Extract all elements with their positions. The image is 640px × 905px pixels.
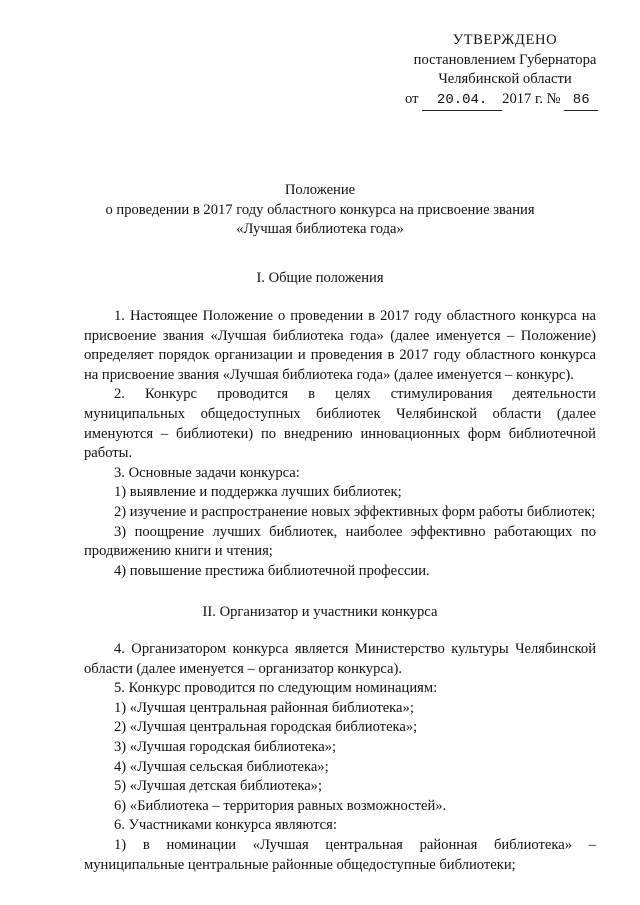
paragraph-1: 1. Настоящее Положение о проведении в 2017 году областного конкурса на присвоение звания «Лучшая библиотека года» (далее именуется – Положение) определяет порядок организации и проведения в 2017 году областного конкурса на присвоение звания «Лучшая библиотека года» (далее именуется – конкурс). xyxy=(84,308,596,383)
section-1-heading: I. Общие положения xyxy=(256,270,384,286)
paragraph-3: 3. Основные задачи конкурса: xyxy=(114,464,300,481)
paragraph-4: 4. Организатором конкурса является Министерство культуры Челябинской области (далее именуется – организатор конкурса). xyxy=(84,641,596,677)
title-line-1: Положение xyxy=(284,182,356,198)
approval-order-line xyxy=(390,90,620,112)
approval-prefix: от xyxy=(405,90,419,107)
paragraph-3-item-2: 2) изучение и распространение новых эффективных форм работы библиотек; xyxy=(114,503,596,520)
approval-title: УТВЕРЖДЕНО xyxy=(452,32,558,48)
nomination-1: 1) «Лучшая центральная районная библиотека»; xyxy=(114,699,414,716)
paragraph-3-item-1: 1) выявление и поддержка лучших библиотек; xyxy=(114,484,402,501)
title-line-3: «Лучшая библиотека года» xyxy=(236,221,404,238)
approval-line-2: Челябинской области xyxy=(438,71,572,88)
approval-block xyxy=(390,31,620,111)
title-line-2: о проведении в 2017 году областного конкурса на присвоение звания xyxy=(105,201,535,218)
paragraph-3-item-3: 3) поощрение лучших библиотек, наиболее эффективно работающих по продвижению книги и чтения; xyxy=(84,523,596,560)
nomination-3: 3) «Лучшая городская библиотека»; xyxy=(114,738,337,755)
section-1-body xyxy=(84,307,596,581)
approval-line-1: постановлением Губернатора xyxy=(413,51,597,68)
nomination-6: 6) «Библиотека – территория равных возможностей». xyxy=(114,797,447,814)
approval-number: 86 xyxy=(564,91,598,112)
paragraph-2: 2. Конкурс проводится в целях стимулирования деятельности муниципальных общедоступных библиотек Челябинской области (далее именуются – библиотеки) по внедрению инновационных форм библиотечной работы. xyxy=(84,386,596,462)
nomination-2: 2) «Лучшая центральная городская библиотека»; xyxy=(114,719,418,736)
paragraph-3-item-4: 4) повышение престижа библиотечной профессии. xyxy=(114,562,430,579)
nomination-5: 5) «Лучшая детская библиотека»; xyxy=(114,778,323,795)
paragraph-5: 5. Конкурс проводится по следующим номинациям: xyxy=(114,680,438,697)
section-2-heading: II. Организатор и участники конкурса xyxy=(202,604,438,620)
approval-year-text: 2017 г. № xyxy=(502,90,561,107)
document-title xyxy=(0,181,640,240)
participant-1: 1) в номинации «Лучшая центральная районная библиотека» – муниципальные центральные районные общедоступные библиотеки; xyxy=(84,836,596,873)
section-2-body xyxy=(84,640,596,875)
approval-date: 20.04. xyxy=(422,91,502,112)
paragraph-6: 6. Участниками конкурса являются: xyxy=(114,817,337,834)
nomination-4: 4) «Лучшая сельская библиотека»; xyxy=(114,758,329,775)
